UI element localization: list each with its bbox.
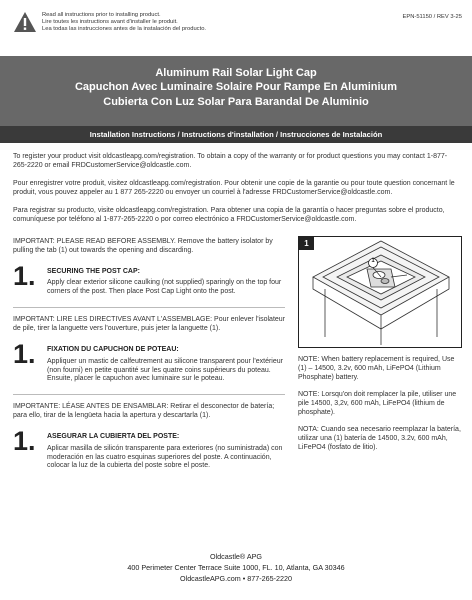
- footer: [0, 552, 472, 584]
- figure-number: 1: [299, 237, 314, 250]
- section-es: [13, 403, 285, 471]
- figure-1: [298, 236, 462, 348]
- registration-es: Para registrar su producto, visite oldcastleapg.com/registration. Para obtener una copia de la garantía o hacer preguntas sobre el producto, comuníquese por teléfono al 1-877-265-2220 o por correo electrónico a FRDCustomerService@oldcastle.com.: [13, 207, 445, 223]
- warning-icon: [13, 11, 37, 33]
- warning-line-en: Read all instructions prior to installing product.: [42, 12, 161, 18]
- document-code: EPN-51150 / REV 3-25: [402, 14, 462, 20]
- step-title: SECURING THE POST CAP:: [47, 267, 140, 275]
- step-title: ASEGURAR LA CUBIERTA DEL POSTE:: [47, 433, 180, 441]
- step-number: 1.: [13, 260, 36, 291]
- footer-company: Oldcastle® APG: [209, 552, 263, 561]
- warning-line-fr: Lire toutes les instructions avant d'installer le produit.: [42, 19, 178, 26]
- footer-contact: OldcastleAPG.com • 877-265-2220: [180, 573, 292, 583]
- section-fr: [13, 316, 285, 384]
- callout-label: 1: [371, 258, 375, 264]
- step: [13, 426, 285, 471]
- step-number: 1.: [13, 426, 36, 457]
- step-text: Aplicar masilla de silicón transparente para exteriores (no suministrada) con moderación en las cuatro esquinas superiores del poste. A continuación, colocar la luz de la cubierta del poste sobre el poste.: [47, 444, 283, 470]
- step: [13, 260, 285, 297]
- title-fr: Capuchon Avec Luminaire Solaire Pour Rampe En Aluminium: [74, 81, 398, 94]
- note-es: NOTA: Cuando sea necesario reemplazar la batería, utilizar una (1) batería de 14500, 3.2v, 600 mAh, LiFePO4 (fosfato de litio).: [298, 425, 461, 451]
- section-divider: [13, 307, 285, 308]
- registration-fr: Pour enregistrer votre produit, visitez oldcastleapg.com/registration. Pour obtenir une copie de la garantie ou pour toute question concernant le produit, vous pouvez appeler au 1 877 265-2220 ou envoyer un courriel à l'adresse FRDCustomerService@oldcastle.com.: [13, 180, 455, 196]
- step-title: FIXATION DU CAPUCHON DE POTEAU:: [47, 346, 179, 354]
- instructions-bar: Installation Instructions / Instructions d'installation / Instrucciones de Instalación: [0, 126, 472, 143]
- registration-en: To register your product visit oldcastleapg.com/registration. To obtain a copy of the warranty or for product questions you may contact 1-877-265-2220 or email FRDCustomerService@oldcastle.com.: [13, 153, 448, 169]
- instructions-column: [13, 238, 285, 471]
- title-es: Cubierta Con Luz Solar Para Barandal De Aluminio: [103, 95, 369, 108]
- warning-text: [42, 11, 206, 34]
- section-en: [13, 238, 285, 297]
- battery-notes: [298, 356, 462, 461]
- title-banner: [0, 56, 472, 130]
- title-en: Aluminum Rail Solar Light Cap: [155, 67, 317, 79]
- step-number: 1.: [13, 339, 36, 370]
- step: [13, 339, 285, 384]
- important-note: IMPORTANTE: LÉASE ANTES DE ENSAMBLAR: Retirar el desconector de batería; para ello, tirar de la lengüeta hacia la apertura y descartarla (1).: [13, 403, 275, 420]
- step-text: Apply clear exterior silicone caulking (not supplied) sparingly on the top four corners of the post. Then place Post Cap Light onto the post.: [47, 279, 282, 296]
- warning-line-es: Lea todas las instrucciones antes de la instalación del producto.: [42, 26, 207, 33]
- warning-header: [13, 11, 206, 34]
- note-en: NOTE: When battery replacement is required, Use (1) – 14500, 3.2v, 600 mAh, LiFePO4 (Lithium Phosphate) battery.: [298, 356, 455, 381]
- important-note: IMPORTANT: PLEASE READ BEFORE ASSEMBLY. Remove the battery isolator by pulling the tab (1) out towards the opening and discarding.: [13, 238, 273, 254]
- note-fr: NOTE: Lorsqu'on doit remplacer la pile, utiliser une pile 14500, 3,2v, 600 mAh, LiFePO4 (lithium de phosphate).: [298, 390, 457, 416]
- step-text: Appliquer un mastic de calfeutrement au silicone transparent pour l'extérieur (non fourni) en petite quantité sur les quatre coins supérieurs du poteau. Ensuite, placer le capuchon avec luminaire sur le poteau.: [47, 357, 283, 383]
- post-cap-illustration: [299, 237, 463, 349]
- footer-address: 400 Perimeter Center Terrace Suite 1000, FL. 10, Atlanta, GA 30346: [127, 562, 345, 572]
- important-note: IMPORTANT: LIRE LES DIRECTIVES AVANT L'ASSEMBLAGE: Pour enlever l'isolateur de pile, tirer la languette vers l'ouverture, puis jeter la languette (1).: [13, 316, 286, 333]
- section-divider: [13, 394, 285, 395]
